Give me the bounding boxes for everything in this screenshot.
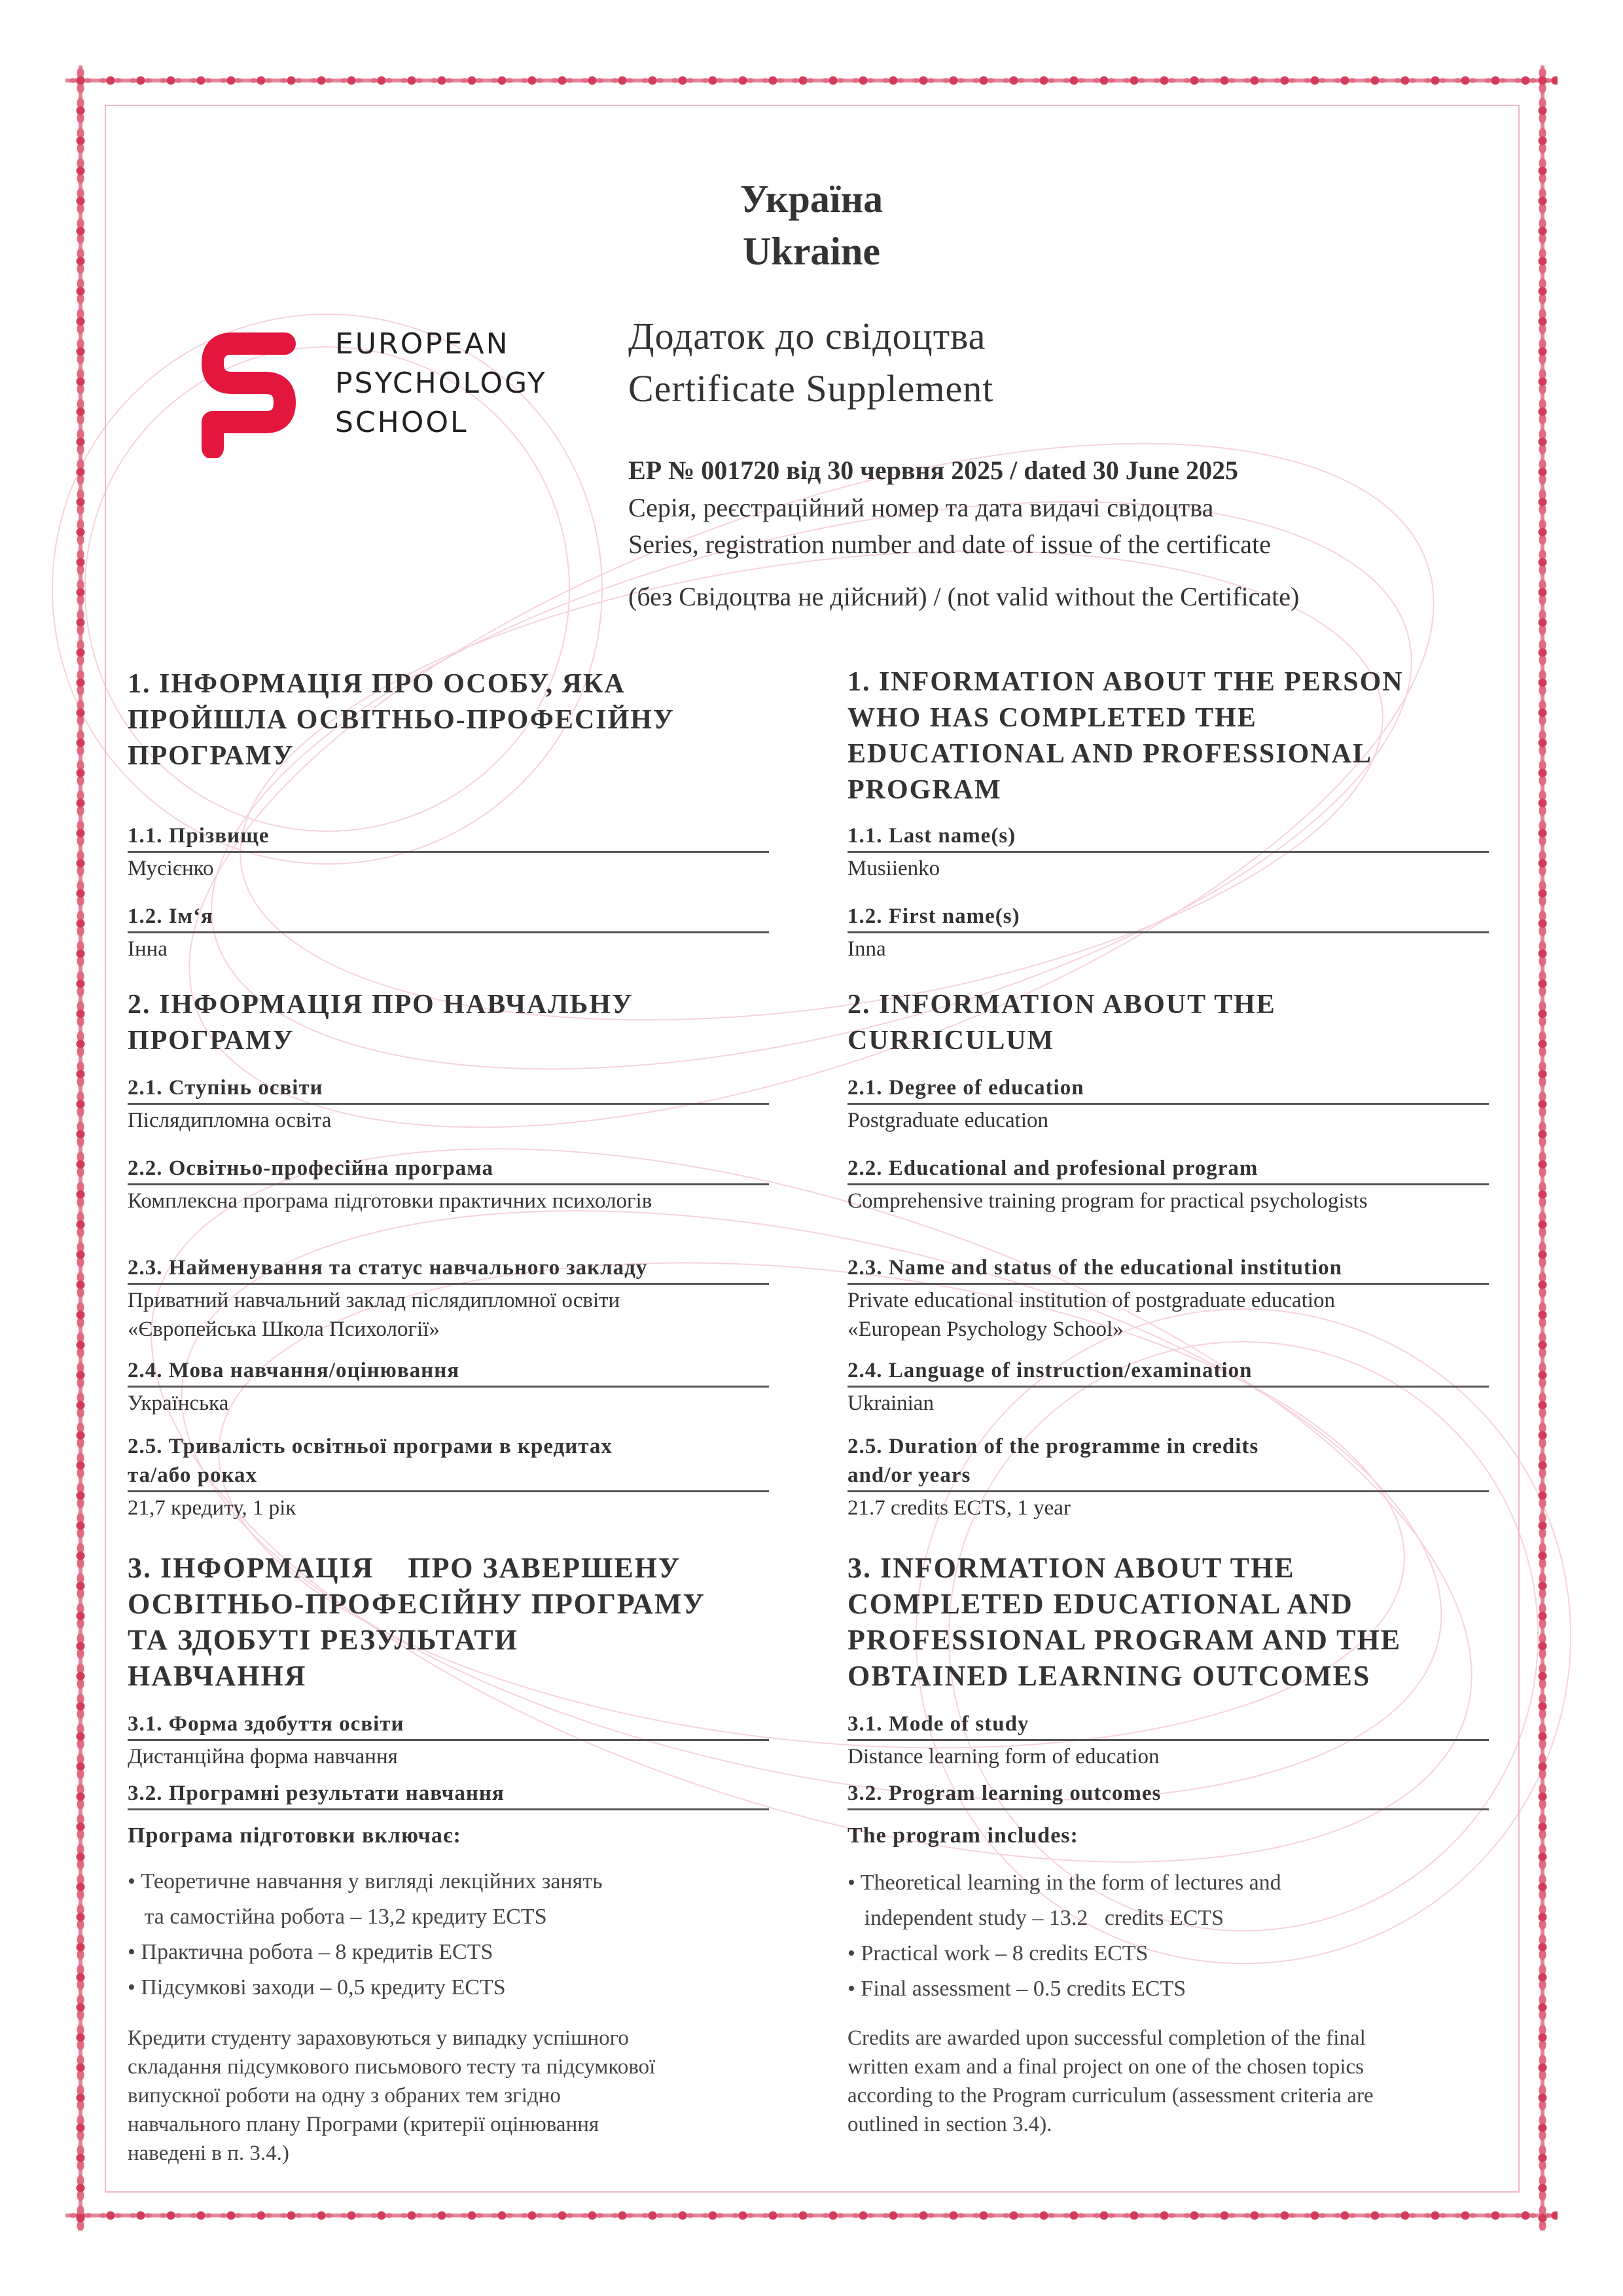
uk-field-3-2: 3.2. Програмні результати навчання — [128, 1779, 769, 1810]
en-field-1-2: 1.2. First name(s) Inna — [847, 902, 1489, 965]
en-field-2-4: 2.4. Language of instruction/examination Ukrainian — [847, 1356, 1489, 1419]
uk-credits-paragraph: Кредити студенту зараховуються у випадку успішного складання підсумкового письмового тесту та підсумкової випускної роботи на одну з обраних тем згідно навчального плану Програми (критерії оцінювання наведені в п. 3.4.) — [128, 2026, 656, 2165]
ornamental-border-right — [1527, 65, 1558, 2231]
en-field-2-5: 2.5. Duration of the programme in credits and/or years 21.7 credits ECTS, 1 year — [847, 1432, 1489, 1524]
en-bullet-list: • Theoretical learning in the form of lectures and independent study – 13.2 credits ECTS • Practical work – 8 credits ECTS • Final assessment – 0.5 credits ECTS — [847, 1871, 1281, 2001]
uk-section-2-title: 2. ІНФОРМАЦІЯ ПРО НАВЧАЛЬНУ ПРОГРАМУ — [128, 990, 633, 1056]
en-credits-paragraph: Credits are awarded upon successful completion of the final written exam and a final project on one of the chosen topics according to the Program curriculum (assessment criteria are outlined in section 3.4). — [847, 2026, 1374, 2136]
en-field-3-2: 3.2. Program learning outcomes — [847, 1779, 1489, 1810]
ornamental-border-left — [65, 65, 96, 2231]
uk-section-3-title: 3. ІНФОРМАЦІЯ ПРО ЗАВЕРШЕНУ ОСВІТНЬО-ПРОФЕСІЙНУ ПРОГРАМУ ТА ЗДОБУТІ РЕЗУЛЬТАТИ НАВЧАННЯ — [128, 1552, 705, 1692]
logo-text-line2: PSYCHOLOGY — [335, 367, 547, 400]
registration-number: ЕР № 001720 від 30 червня 2025 / dated 30 June 2025 — [628, 456, 1239, 485]
uk-field-2-1: 2.1. Ступінь освіти Післядипломна освіта — [128, 1073, 769, 1136]
uk-bullet-list: • Теоретичне навчання у вигляді лекційних занять та самостійна робота – 13,2 кредиту ECTS • Практична робота – 8 кредитів ECTS • Підсумкові заходи – 0,5 кредиту ECTS — [128, 1869, 603, 2000]
en-field-1-1: 1.1. Last name(s) Musiienko — [847, 821, 1489, 884]
uk-field-1-1: 1.1. Прізвище Мусієнко — [128, 821, 769, 884]
en-field-2-2: 2.2. Educational and profesional program Comprehensive training program for practical psychologists — [847, 1154, 1489, 1217]
en-field-3-1: 3.1. Mode of study Distance learning form of education — [847, 1710, 1489, 1772]
en-section-2-title: 2. INFORMATION ABOUT THE CURRICULUM — [847, 990, 1276, 1056]
en-section-3-title: 3. INFORMATION ABOUT THE COMPLETED EDUCATIONAL AND PROFESSIONAL PROGRAM AND THE OBTAINED LEARNING OUTCOMES — [847, 1552, 1402, 1692]
en-program-includes: The program includes: — [847, 1823, 1079, 1848]
logo-text-line3: SCHOOL — [335, 406, 469, 439]
registration-caption-en: Series, registration number and date of issue of the certificate — [628, 529, 1271, 559]
uk-program-includes: Програма підготовки включає: — [128, 1823, 461, 1848]
en-field-2-3: 2.3. Name and status of the educational institution Private educational institution of postgraduate education «European Psychology School» — [847, 1253, 1489, 1345]
uk-field-2-3: 2.3. Найменування та статус навчального закладу Приватний навчальний заклад післядипломної освіти «Європейська Школа Психології» — [128, 1253, 769, 1345]
supplement-title-en: Certificate Supplement — [628, 367, 994, 410]
en-section-1-title: 1. INFORMATION ABOUT THE PERSON WHO HAS COMPLETED THE EDUCATIONAL AND PROFESSIONAL PROGRAM — [847, 667, 1404, 805]
uk-field-1-2: 1.2. Ім‘я Інна — [128, 902, 769, 965]
uk-field-2-2: 2.2. Освітньо-професійна програма Комплексна програма підготовки практичних психологів — [128, 1154, 769, 1217]
uk-field-3-1: 3.1. Форма здобуття освіти Дистанційна форма навчання — [128, 1710, 769, 1772]
country-en: Ukraine — [743, 230, 880, 273]
country-uk: Україна — [740, 177, 883, 221]
eps-logo-icon — [200, 324, 298, 458]
registration-caption-uk: Серія, реєстраційний номер та дата видачі свідоцтва — [628, 493, 1214, 522]
logo-text-line1: EUROPEAN — [335, 327, 510, 361]
validity-note: (без Свідоцтва не дійсний) / (not valid without the Certificate) — [628, 582, 1300, 611]
ornamental-border-bottom — [65, 2200, 1558, 2231]
uk-section-1-title: 1. ІНФОРМАЦІЯ ПРО ОСОБУ, ЯКА ПРОЙШЛА ОСВІТНЬО-ПРОФЕСІЙНУ ПРОГРАМУ — [128, 669, 675, 771]
ornamental-border-top — [65, 65, 1558, 96]
en-field-2-1: 2.1. Degree of education Postgraduate education — [847, 1073, 1489, 1136]
uk-field-2-5: 2.5. Тривалість освітньої програми в кредитах та/або роках 21,7 кредиту, 1 рік — [128, 1432, 769, 1524]
supplement-title-uk: Додаток до свідоцтва — [628, 315, 986, 357]
uk-field-2-4: 2.4. Мова навчання/оцінювання Українська — [128, 1356, 769, 1419]
